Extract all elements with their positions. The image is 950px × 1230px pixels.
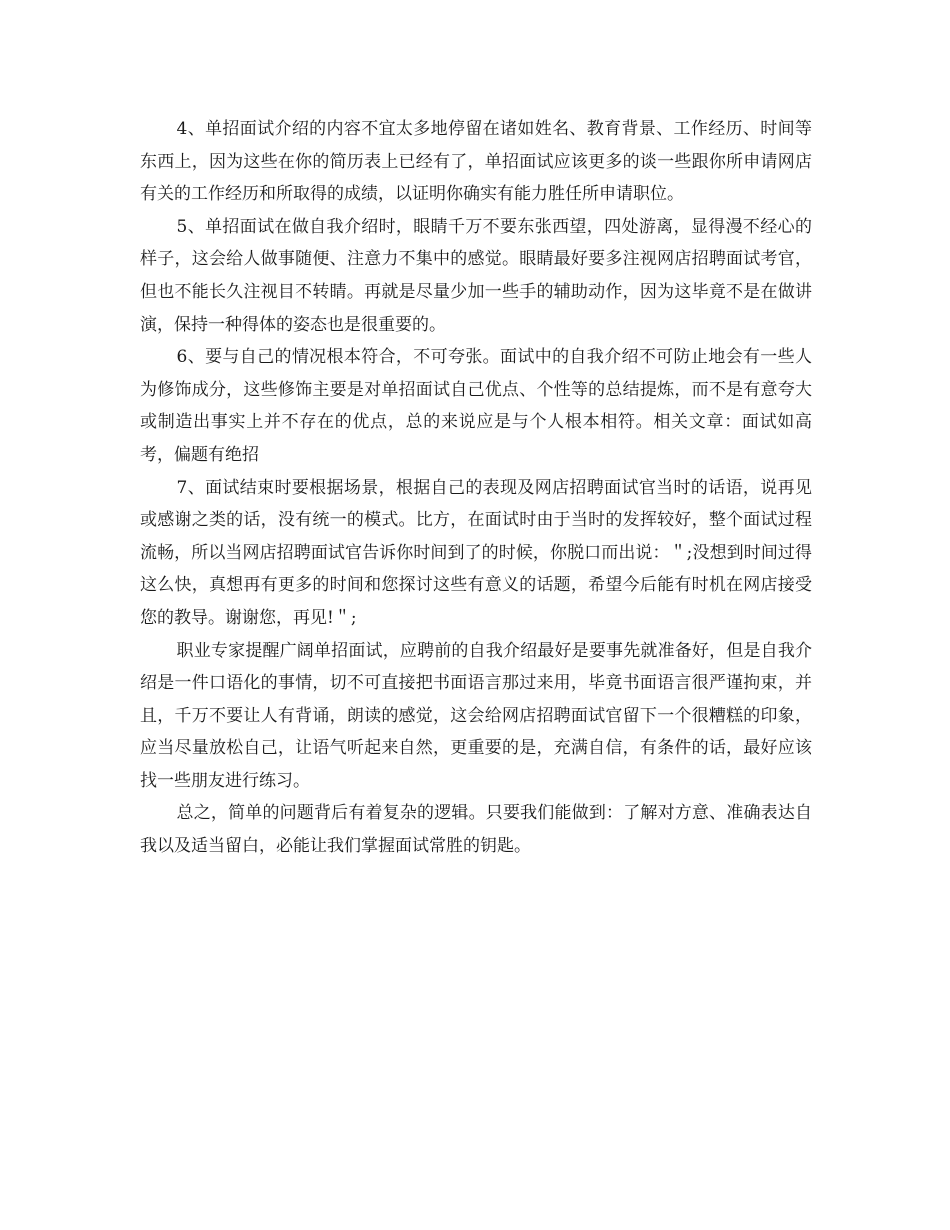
paragraph-conclusion: 总之，简单的问题背后有着复杂的逻辑。只要我们能做到：了解对方意、准确表达自我以及适当留白，必能让我们掌握面试常胜的钥匙。 bbox=[140, 803, 812, 857]
paragraph-tip-7: 7、面试结束时要根据场景，根据自己的表现及网店招聘面试官当时的话语，说再见或感谢之类的话，没有统一的模式。比方，在面试时由于当时的发挥较好，整个面试过程流畅，所以当网店招聘面试官告诉你时间到了的时候，你脱口而出说：＂;没想到时间过得这么快，真想再有更多的时间和您探讨这些有意义的话题，希望今后能有时机在网店接受您的教导。谢谢您，再见!＂; bbox=[140, 477, 812, 628]
paragraph-tip-6: 6、要与自己的情况根本符合，不可夸张。面试中的自我介绍不可防止地会有一些人为修饰成分，这些修饰主要是对单招面试自己优点、个性等的总结提炼，而不是有意夸大或制造出事实上并不存在的优点，总的来说应是与个人根本相符。相关文章：面试如高考，偏题有绝招 bbox=[140, 347, 812, 465]
paragraph-tip-4: 4、单招面试介绍的内容不宜太多地停留在诸如姓名、教育背景、工作经历、时间等东西上，因为这些在你的简历表上已经有了，单招面试应该更多的谈一些跟你所申请网店有关的工作经历和所取得的成绩，以证明你确实有能力胜任所申请职位。 bbox=[140, 119, 812, 205]
document-body bbox=[140, 113, 812, 863]
paragraph-tip-5: 5、单招面试在做自我介绍时，眼睛千万不要东张西望，四处游离，显得漫不经心的样子，这会给人做事随便、注意力不集中的感觉。眼睛最好要多注视网店招聘面试考官，但也不能长久注视目不转睛。再就是尽量少加一些手的辅助动作，因为这毕竟不是在做讲演，保持一种得体的姿态也是很重要的。 bbox=[140, 216, 812, 335]
paragraph-expert-advice: 职业专家提醒广阔单招面试，应聘前的自我介绍最好是要事先就准备好，但是自我介绍是一件口语化的事情，切不可直接把书面语言那过来用，毕竟书面语言很严谨拘束，并且，千万不要让人有背诵，朗读的感觉，这会给网店招聘面试官留下一个很糟糕的印象，应当尽量放松自己，让语气听起来自然，更重要的是，充满自信，有条件的话，最好应该找一些朋友进行练习。 bbox=[140, 640, 812, 791]
